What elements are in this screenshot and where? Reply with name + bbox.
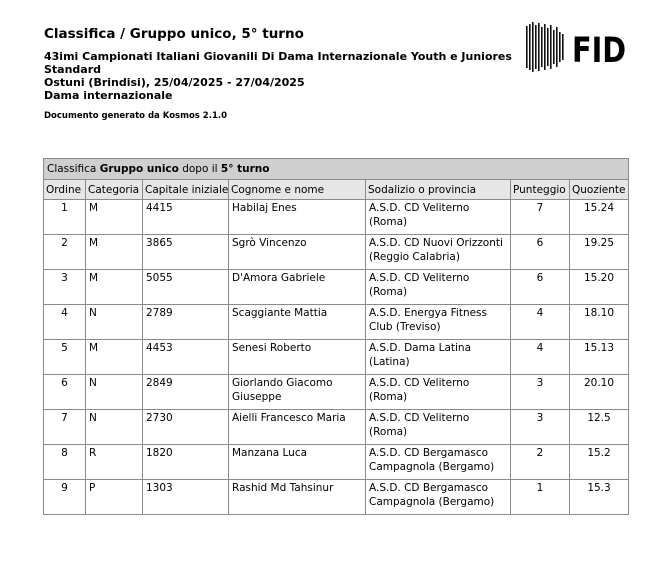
cell-quoziente: 19.25 <box>570 235 629 270</box>
cell-capitale: 4415 <box>143 200 229 235</box>
cell-ordine: 5 <box>44 340 86 375</box>
table-row <box>44 235 629 270</box>
table-row <box>44 480 629 515</box>
cell-categoria: N <box>86 410 143 445</box>
generator-note: Documento generato da Kosmos 2.1.0 <box>44 111 228 121</box>
column-header-capitale: Capitale iniziale <box>143 180 229 200</box>
cell-nome: Habilaj Enes <box>229 200 366 235</box>
table-row <box>44 410 629 445</box>
event-location-dates: Ostuni (Brindisi), 25/04/2025 - 27/04/2025 <box>44 76 305 89</box>
caption-round: 5° turno <box>220 163 270 175</box>
column-header-categoria: Categoria <box>86 180 143 200</box>
page-title: Classifica / Gruppo unico, 5° turno <box>44 26 304 42</box>
column-header-sodalizio: Sodalizio o provincia <box>366 180 511 200</box>
cell-quoziente: 15.24 <box>570 200 629 235</box>
cell-sodalizio: A.S.D. CD Nuovi Orizzonti (Reggio Calabria) <box>366 235 511 270</box>
cell-categoria: R <box>86 445 143 480</box>
cell-sodalizio: A.S.D. CD Bergamasco Campagnola (Bergamo) <box>366 480 511 515</box>
table-header-row <box>44 180 629 200</box>
cell-punteggio: 7 <box>511 200 570 235</box>
ranking-table <box>43 158 629 515</box>
cell-capitale: 2730 <box>143 410 229 445</box>
cell-quoziente: 20.10 <box>570 375 629 410</box>
cell-sodalizio: A.S.D. CD Veliterno (Roma) <box>366 375 511 410</box>
cell-ordine: 1 <box>44 200 86 235</box>
cell-ordine: 8 <box>44 445 86 480</box>
event-name: 43imi Campionati Italiani Giovanili Di Dama Internazionale Youth e Juniores Standard <box>44 50 512 76</box>
cell-ordine: 6 <box>44 375 86 410</box>
cell-ordine: 4 <box>44 305 86 340</box>
cell-categoria: M <box>86 200 143 235</box>
cell-sodalizio: A.S.D. CD Veliterno (Roma) <box>366 410 511 445</box>
cell-categoria: N <box>86 375 143 410</box>
cell-sodalizio: A.S.D. Energya Fitness Club (Treviso) <box>366 305 511 340</box>
cell-quoziente: 15.3 <box>570 480 629 515</box>
table-row <box>44 445 629 480</box>
cell-quoziente: 15.20 <box>570 270 629 305</box>
table-row <box>44 270 629 305</box>
cell-nome: Aielli Francesco Maria <box>229 410 366 445</box>
table-row <box>44 200 629 235</box>
cell-nome: Sgrò Vincenzo <box>229 235 366 270</box>
cell-capitale: 2789 <box>143 305 229 340</box>
table-row <box>44 340 629 375</box>
cell-sodalizio: A.S.D. CD Veliterno (Roma) <box>366 200 511 235</box>
table-row <box>44 305 629 340</box>
cell-capitale: 1303 <box>143 480 229 515</box>
fid-logo-text: FID <box>572 31 627 71</box>
cell-quoziente: 12.5 <box>570 410 629 445</box>
caption-prefix: Classifica <box>47 163 100 175</box>
cell-capitale: 5055 <box>143 270 229 305</box>
table-row <box>44 375 629 410</box>
cell-ordine: 9 <box>44 480 86 515</box>
column-header-nome: Cognome e nome <box>229 180 366 200</box>
cell-quoziente: 15.2 <box>570 445 629 480</box>
caption-mid: dopo il <box>178 163 221 175</box>
cell-punteggio: 4 <box>511 340 570 375</box>
column-header-punteggio: Punteggio <box>511 180 570 200</box>
cell-punteggio: 6 <box>511 270 570 305</box>
cell-sodalizio: A.S.D. Dama Latina (Latina) <box>366 340 511 375</box>
table-caption <box>44 159 629 180</box>
cell-punteggio: 6 <box>511 235 570 270</box>
cell-categoria: N <box>86 305 143 340</box>
caption-group: Gruppo unico <box>99 163 179 175</box>
cell-nome: D'Amora Gabriele <box>229 270 366 305</box>
cell-punteggio: 3 <box>511 410 570 445</box>
cell-sodalizio: A.S.D. CD Veliterno (Roma) <box>366 270 511 305</box>
cell-capitale: 2849 <box>143 375 229 410</box>
cell-quoziente: 15.13 <box>570 340 629 375</box>
cell-nome: Rashid Md Tahsinur <box>229 480 366 515</box>
column-header-ordine: Ordine <box>44 180 86 200</box>
cell-nome: Giorlando Giacomo Giuseppe <box>229 375 366 410</box>
cell-sodalizio: A.S.D. CD Bergamasco Campagnola (Bergamo) <box>366 445 511 480</box>
cell-categoria: M <box>86 270 143 305</box>
table-caption-row <box>44 159 629 180</box>
column-header-quoziente: Quoziente <box>570 180 629 200</box>
cell-capitale: 4453 <box>143 340 229 375</box>
cell-punteggio: 4 <box>511 305 570 340</box>
cell-categoria: M <box>86 340 143 375</box>
cell-nome: Scaggiante Mattia <box>229 305 366 340</box>
cell-categoria: M <box>86 235 143 270</box>
cell-punteggio: 2 <box>511 445 570 480</box>
cell-punteggio: 1 <box>511 480 570 515</box>
cell-ordine: 2 <box>44 235 86 270</box>
event-discipline: Dama internazionale <box>44 89 173 102</box>
cell-quoziente: 18.10 <box>570 305 629 340</box>
cell-categoria: P <box>86 480 143 515</box>
cell-capitale: 3865 <box>143 235 229 270</box>
cell-ordine: 3 <box>44 270 86 305</box>
cell-nome: Senesi Roberto <box>229 340 366 375</box>
cell-capitale: 1820 <box>143 445 229 480</box>
document-header <box>44 26 514 121</box>
cell-punteggio: 3 <box>511 375 570 410</box>
cell-nome: Manzana Luca <box>229 445 366 480</box>
cell-ordine: 7 <box>44 410 86 445</box>
